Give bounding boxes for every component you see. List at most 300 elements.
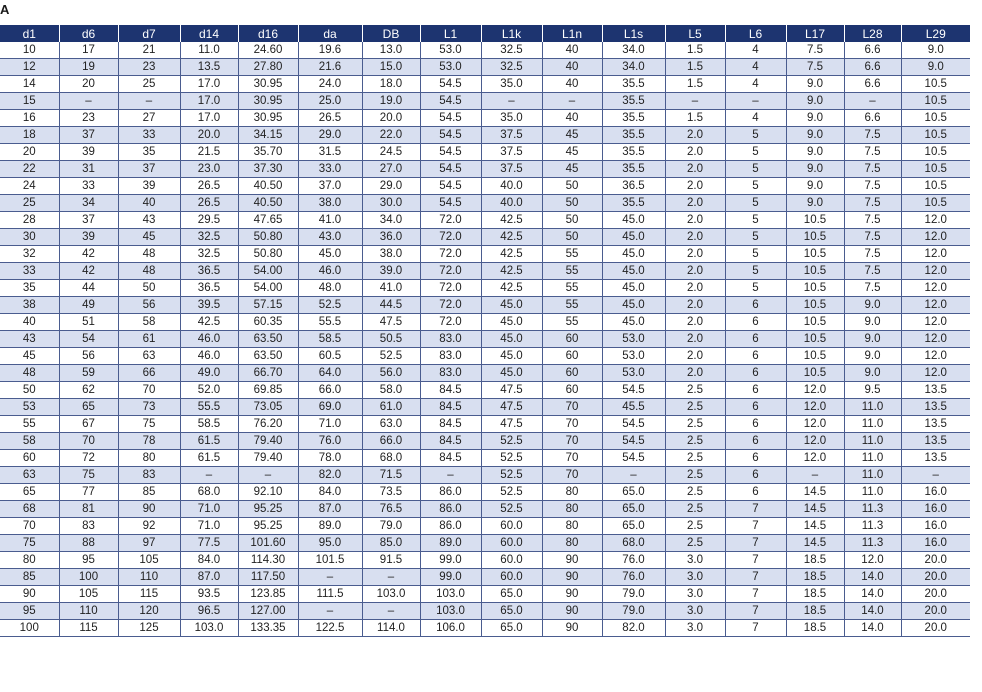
table-cell-l1s: 45.0 — [602, 314, 665, 331]
table-cell-db: 34.0 — [362, 212, 420, 229]
table-cell-d6: 20 — [59, 76, 118, 93]
table-cell-l1n: 40 — [542, 76, 602, 93]
table-cell-d1: 28 — [0, 212, 59, 229]
table-row — [0, 212, 970, 229]
table-cell-l1: 84.5 — [420, 433, 481, 450]
table-cell-l17: 18.5 — [786, 620, 844, 637]
table-cell-l1k: 42.5 — [481, 229, 542, 246]
table-cell-d1: 70 — [0, 518, 59, 535]
table-cell-da: 87.0 — [298, 501, 362, 518]
table-cell-da: 84.0 — [298, 484, 362, 501]
table-cell-l1k: 45.0 — [481, 348, 542, 365]
table-cell-db: 36.0 — [362, 229, 420, 246]
table-cell-l1n: – — [542, 93, 602, 110]
table-cell-d14: 52.0 — [180, 382, 238, 399]
table-cell-d16: 123.85 — [238, 586, 298, 603]
table-cell-l1: 103.0 — [420, 603, 481, 620]
table-cell-l17: 10.5 — [786, 280, 844, 297]
table-cell-l17: 7.5 — [786, 59, 844, 76]
table-cell-l17: – — [786, 467, 844, 484]
table-cell-l17: 10.5 — [786, 246, 844, 263]
table-cell-d6: 81 — [59, 501, 118, 518]
table-cell-d6: 33 — [59, 178, 118, 195]
table-cell-l17: 10.5 — [786, 263, 844, 280]
table-cell-l29: 12.0 — [901, 280, 970, 297]
dimensions-table — [0, 25, 970, 637]
table-cell-d14: 36.5 — [180, 280, 238, 297]
table-cell-d14: 96.5 — [180, 603, 238, 620]
table-row — [0, 161, 970, 178]
table-cell-l28: 7.5 — [844, 178, 901, 195]
table-cell-l1: 53.0 — [420, 42, 481, 59]
table-cell-d14: 93.5 — [180, 586, 238, 603]
table-cell-l1: 54.5 — [420, 127, 481, 144]
table-cell-l1s: 35.5 — [602, 161, 665, 178]
table-row — [0, 501, 970, 518]
table-cell-d6: 54 — [59, 331, 118, 348]
table-row — [0, 178, 970, 195]
table-cell-l5: 3.0 — [665, 552, 725, 569]
table-cell-d6: 37 — [59, 212, 118, 229]
table-cell-db: 19.0 — [362, 93, 420, 110]
table-row — [0, 280, 970, 297]
table-cell-d6: 42 — [59, 263, 118, 280]
table-cell-d14: 39.5 — [180, 297, 238, 314]
table-cell-d1: 50 — [0, 382, 59, 399]
table-cell-d14: 46.0 — [180, 331, 238, 348]
table-cell-da: 71.0 — [298, 416, 362, 433]
table-cell-d1: 40 — [0, 314, 59, 331]
table-cell-db: 58.0 — [362, 382, 420, 399]
table-cell-l1: 53.0 — [420, 59, 481, 76]
table-cell-d1: 12 — [0, 59, 59, 76]
table-cell-l1s: 45.0 — [602, 246, 665, 263]
table-cell-l1n: 90 — [542, 552, 602, 569]
table-row — [0, 569, 970, 586]
table-cell-d7: 90 — [118, 501, 180, 518]
table-cell-l1s: 76.0 — [602, 569, 665, 586]
table-cell-da: 111.5 — [298, 586, 362, 603]
table-cell-da: – — [298, 603, 362, 620]
table-cell-l29: 10.5 — [901, 178, 970, 195]
table-cell-d14: 87.0 — [180, 569, 238, 586]
table-cell-d7: 61 — [118, 331, 180, 348]
table-cell-d14: 26.5 — [180, 195, 238, 212]
table-cell-db: 41.0 — [362, 280, 420, 297]
table-cell-l1k: 45.0 — [481, 314, 542, 331]
table-cell-l1k: 45.0 — [481, 331, 542, 348]
table-cell-l1n: 40 — [542, 42, 602, 59]
table-cell-l5: 2.5 — [665, 518, 725, 535]
table-cell-l29: 10.5 — [901, 161, 970, 178]
table-row — [0, 450, 970, 467]
table-cell-l6: 5 — [725, 161, 786, 178]
table-cell-d1: 25 — [0, 195, 59, 212]
table-cell-d7: 66 — [118, 365, 180, 382]
table-cell-d6: 67 — [59, 416, 118, 433]
table-row — [0, 195, 970, 212]
table-cell-l1s: 54.5 — [602, 416, 665, 433]
table-cell-d14: 17.0 — [180, 76, 238, 93]
table-cell-l5: 2.0 — [665, 195, 725, 212]
table-cell-d1: 60 — [0, 450, 59, 467]
table-cell-l1n: 80 — [542, 484, 602, 501]
table-cell-d7: 37 — [118, 161, 180, 178]
table-cell-l1n: 45 — [542, 144, 602, 161]
table-cell-d1: 65 — [0, 484, 59, 501]
table-cell-d16: 95.25 — [238, 518, 298, 535]
table-cell-l1k: 42.5 — [481, 280, 542, 297]
table-cell-d16: 57.15 — [238, 297, 298, 314]
table-cell-da: 69.0 — [298, 399, 362, 416]
table-cell-l29: – — [901, 467, 970, 484]
table-cell-l17: 10.5 — [786, 365, 844, 382]
table-cell-l29: 9.0 — [901, 59, 970, 76]
table-cell-d1: 35 — [0, 280, 59, 297]
table-cell-l29: 10.5 — [901, 144, 970, 161]
table-cell-d1: 85 — [0, 569, 59, 586]
table-cell-da: 45.0 — [298, 246, 362, 263]
table-cell-db: – — [362, 569, 420, 586]
table-cell-d16: 73.05 — [238, 399, 298, 416]
table-cell-l29: 12.0 — [901, 297, 970, 314]
table-cell-l1: 89.0 — [420, 535, 481, 552]
table-cell-l1s: 35.5 — [602, 144, 665, 161]
table-cell-l5: 2.0 — [665, 314, 725, 331]
table-cell-l29: 20.0 — [901, 552, 970, 569]
table-cell-l1s: 35.5 — [602, 195, 665, 212]
table-cell-l1n: 55 — [542, 297, 602, 314]
table-cell-l1n: 70 — [542, 467, 602, 484]
table-cell-l1k: 42.5 — [481, 246, 542, 263]
table-cell-l6: 6 — [725, 467, 786, 484]
table-cell-l6: 5 — [725, 144, 786, 161]
table-cell-d1: 55 — [0, 416, 59, 433]
table-row — [0, 110, 970, 127]
table-cell-da: 37.0 — [298, 178, 362, 195]
table-cell-l5: 2.5 — [665, 535, 725, 552]
table-cell-l17: 9.0 — [786, 178, 844, 195]
table-cell-l29: 12.0 — [901, 314, 970, 331]
table-cell-l28: 11.3 — [844, 535, 901, 552]
table-cell-l28: 14.0 — [844, 586, 901, 603]
table-cell-l5: 2.0 — [665, 280, 725, 297]
column-header-d7: d7 — [118, 25, 180, 42]
table-cell-l5: 3.0 — [665, 603, 725, 620]
table-cell-d1: 33 — [0, 263, 59, 280]
table-cell-l6: 6 — [725, 365, 786, 382]
table-cell-l17: 12.0 — [786, 433, 844, 450]
table-cell-l17: 10.5 — [786, 314, 844, 331]
table-cell-l17: 14.5 — [786, 535, 844, 552]
table-cell-da: 21.6 — [298, 59, 362, 76]
table-cell-d16: – — [238, 467, 298, 484]
table-cell-l28: 11.0 — [844, 450, 901, 467]
table-cell-l28: 7.5 — [844, 263, 901, 280]
column-header-l17: L17 — [786, 25, 844, 42]
table-cell-l28: 9.0 — [844, 365, 901, 382]
table-cell-l17: 14.5 — [786, 501, 844, 518]
table-cell-l5: 2.5 — [665, 501, 725, 518]
table-cell-db: 30.0 — [362, 195, 420, 212]
column-header-l28: L28 — [844, 25, 901, 42]
table-cell-d16: 37.30 — [238, 161, 298, 178]
table-cell-da: 66.0 — [298, 382, 362, 399]
table-cell-l28: 9.0 — [844, 314, 901, 331]
table-cell-l29: 13.5 — [901, 433, 970, 450]
table-cell-l1n: 50 — [542, 212, 602, 229]
table-cell-db: 50.5 — [362, 331, 420, 348]
table-cell-d14: 46.0 — [180, 348, 238, 365]
table-cell-da: 31.5 — [298, 144, 362, 161]
table-cell-d16: 66.70 — [238, 365, 298, 382]
table-cell-l1s: 65.0 — [602, 518, 665, 535]
table-cell-l29: 12.0 — [901, 331, 970, 348]
column-header-d16: d16 — [238, 25, 298, 42]
table-cell-d7: 115 — [118, 586, 180, 603]
table-row — [0, 399, 970, 416]
table-cell-d1: 30 — [0, 229, 59, 246]
table-row — [0, 620, 970, 637]
table-cell-d6: 75 — [59, 467, 118, 484]
table-cell-d6: 39 — [59, 229, 118, 246]
table-cell-d7: 78 — [118, 433, 180, 450]
table-cell-l1: – — [420, 467, 481, 484]
table-cell-l17: 18.5 — [786, 586, 844, 603]
table-cell-l1n: 90 — [542, 586, 602, 603]
table-cell-l1n: 90 — [542, 603, 602, 620]
column-header-l1k: L1k — [481, 25, 542, 42]
table-cell-l28: 14.0 — [844, 569, 901, 586]
table-cell-d16: 63.50 — [238, 348, 298, 365]
table-cell-d16: 35.70 — [238, 144, 298, 161]
table-cell-d16: 27.80 — [238, 59, 298, 76]
table-cell-l6: 6 — [725, 433, 786, 450]
table-cell-d6: 51 — [59, 314, 118, 331]
table-cell-l1s: 53.0 — [602, 348, 665, 365]
table-cell-l29: 10.5 — [901, 195, 970, 212]
table-cell-da: 55.5 — [298, 314, 362, 331]
table-cell-da: 33.0 — [298, 161, 362, 178]
table-cell-l29: 16.0 — [901, 518, 970, 535]
table-cell-d6: 23 — [59, 110, 118, 127]
column-header-l1: L1 — [420, 25, 481, 42]
table-cell-d6: 39 — [59, 144, 118, 161]
table-cell-d14: 58.5 — [180, 416, 238, 433]
table-cell-l1s: – — [602, 467, 665, 484]
table-cell-l28: 7.5 — [844, 127, 901, 144]
table-cell-l1: 99.0 — [420, 569, 481, 586]
table-cell-da: 19.6 — [298, 42, 362, 59]
column-header-l1s: L1s — [602, 25, 665, 42]
table-cell-l1s: 34.0 — [602, 42, 665, 59]
table-row — [0, 59, 970, 76]
section-label: A — [0, 2, 10, 17]
table-cell-l6: 5 — [725, 195, 786, 212]
table-cell-l1n: 90 — [542, 569, 602, 586]
table-cell-d14: 11.0 — [180, 42, 238, 59]
column-header-d1: d1 — [0, 25, 59, 42]
table-cell-l1k: 47.5 — [481, 399, 542, 416]
table-cell-d16: 54.00 — [238, 263, 298, 280]
table-row — [0, 42, 970, 59]
table-cell-l5: 3.0 — [665, 586, 725, 603]
table-cell-db: – — [362, 603, 420, 620]
table-cell-l1k: 60.0 — [481, 535, 542, 552]
table-cell-l17: 10.5 — [786, 229, 844, 246]
table-cell-d16: 54.00 — [238, 280, 298, 297]
table-cell-l6: 6 — [725, 484, 786, 501]
table-row — [0, 518, 970, 535]
table-cell-l1s: 35.5 — [602, 93, 665, 110]
table-cell-l1: 54.5 — [420, 93, 481, 110]
table-cell-d16: 24.60 — [238, 42, 298, 59]
table-cell-l29: 16.0 — [901, 484, 970, 501]
table-cell-l5: 2.5 — [665, 450, 725, 467]
table-cell-d7: 63 — [118, 348, 180, 365]
table-cell-l5: 2.5 — [665, 416, 725, 433]
table-cell-d14: – — [180, 467, 238, 484]
table-cell-l1s: 54.5 — [602, 433, 665, 450]
table-cell-l1s: 65.0 — [602, 484, 665, 501]
table-row — [0, 467, 970, 484]
table-cell-d6: – — [59, 93, 118, 110]
table-cell-l28: 6.6 — [844, 59, 901, 76]
table-row — [0, 229, 970, 246]
table-cell-d1: 58 — [0, 433, 59, 450]
table-cell-db: 79.0 — [362, 518, 420, 535]
table-cell-l28: 6.6 — [844, 110, 901, 127]
table-cell-l17: 12.0 — [786, 450, 844, 467]
table-cell-d7: 45 — [118, 229, 180, 246]
table-cell-l29: 20.0 — [901, 569, 970, 586]
table-cell-l1: 54.5 — [420, 161, 481, 178]
table-cell-d1: 63 — [0, 467, 59, 484]
table-cell-l29: 13.5 — [901, 450, 970, 467]
table-cell-d6: 56 — [59, 348, 118, 365]
table-cell-l17: 9.0 — [786, 93, 844, 110]
table-cell-l1: 106.0 — [420, 620, 481, 637]
table-cell-d14: 49.0 — [180, 365, 238, 382]
table-cell-da: 26.5 — [298, 110, 362, 127]
table-cell-l5: 2.0 — [665, 229, 725, 246]
table-cell-da: 25.0 — [298, 93, 362, 110]
table-row — [0, 314, 970, 331]
table-cell-d16: 95.25 — [238, 501, 298, 518]
table-cell-d7: 40 — [118, 195, 180, 212]
table-cell-d14: 20.0 — [180, 127, 238, 144]
table-cell-l1s: 68.0 — [602, 535, 665, 552]
table-cell-l17: 9.0 — [786, 110, 844, 127]
table-cell-d1: 14 — [0, 76, 59, 93]
table-cell-d14: 29.5 — [180, 212, 238, 229]
table-cell-l29: 16.0 — [901, 501, 970, 518]
table-cell-l1s: 45.5 — [602, 399, 665, 416]
table-cell-l29: 20.0 — [901, 586, 970, 603]
table-cell-l28: 11.0 — [844, 416, 901, 433]
table-cell-l1: 54.5 — [420, 178, 481, 195]
table-cell-l28: 7.5 — [844, 229, 901, 246]
table-cell-l1n: 60 — [542, 348, 602, 365]
table-cell-d6: 77 — [59, 484, 118, 501]
table-cell-l1: 84.5 — [420, 416, 481, 433]
table-cell-d14: 26.5 — [180, 178, 238, 195]
table-cell-da: 101.5 — [298, 552, 362, 569]
table-cell-l6: 5 — [725, 246, 786, 263]
table-row — [0, 348, 970, 365]
table-cell-l29: 13.5 — [901, 399, 970, 416]
table-cell-l1k: 40.0 — [481, 178, 542, 195]
table-cell-db: 91.5 — [362, 552, 420, 569]
table-cell-db: 39.0 — [362, 263, 420, 280]
table-cell-d14: 23.0 — [180, 161, 238, 178]
table-cell-l28: 11.0 — [844, 433, 901, 450]
table-cell-l28: 11.0 — [844, 399, 901, 416]
table-cell-d16: 30.95 — [238, 93, 298, 110]
table-cell-d6: 62 — [59, 382, 118, 399]
table-cell-d6: 42 — [59, 246, 118, 263]
table-header-row — [0, 25, 970, 42]
table-cell-d16: 50.80 — [238, 246, 298, 263]
table-cell-d1: 15 — [0, 93, 59, 110]
table-cell-l6: 5 — [725, 280, 786, 297]
table-cell-l5: 2.0 — [665, 212, 725, 229]
table-cell-l1k: 35.0 — [481, 76, 542, 93]
table-cell-l5: 1.5 — [665, 59, 725, 76]
table-cell-d14: 71.0 — [180, 501, 238, 518]
table-cell-l1k: 52.5 — [481, 484, 542, 501]
table-cell-l1n: 80 — [542, 518, 602, 535]
column-header-d14: d14 — [180, 25, 238, 42]
table-cell-l1k: 37.5 — [481, 161, 542, 178]
table-cell-d6: 65 — [59, 399, 118, 416]
table-cell-l17: 14.5 — [786, 518, 844, 535]
table-cell-l17: 9.0 — [786, 127, 844, 144]
table-cell-db: 73.5 — [362, 484, 420, 501]
table-cell-l1: 72.0 — [420, 314, 481, 331]
table-row — [0, 297, 970, 314]
table-cell-l6: 7 — [725, 552, 786, 569]
table-cell-d6: 37 — [59, 127, 118, 144]
table-cell-l6: 5 — [725, 127, 786, 144]
table-cell-l1: 103.0 — [420, 586, 481, 603]
table-cell-d1: 100 — [0, 620, 59, 637]
table-cell-l1s: 76.0 — [602, 552, 665, 569]
table-cell-db: 52.5 — [362, 348, 420, 365]
table-cell-db: 29.0 — [362, 178, 420, 195]
table-cell-l5: 2.0 — [665, 127, 725, 144]
table-cell-l1n: 70 — [542, 450, 602, 467]
table-row — [0, 382, 970, 399]
table-cell-l1: 72.0 — [420, 246, 481, 263]
column-header-l6: L6 — [725, 25, 786, 42]
table-cell-l6: 6 — [725, 399, 786, 416]
table-cell-l6: 4 — [725, 76, 786, 93]
table-cell-l1s: 35.5 — [602, 110, 665, 127]
table-cell-d14: 42.5 — [180, 314, 238, 331]
table-cell-l6: 6 — [725, 297, 786, 314]
table-cell-d6: 44 — [59, 280, 118, 297]
table-cell-l6: – — [725, 93, 786, 110]
table-cell-l1s: 36.5 — [602, 178, 665, 195]
table-cell-l6: 7 — [725, 586, 786, 603]
table-cell-d6: 88 — [59, 535, 118, 552]
table-cell-l1s: 45.0 — [602, 263, 665, 280]
table-cell-l1: 86.0 — [420, 501, 481, 518]
table-cell-l1s: 79.0 — [602, 586, 665, 603]
table-cell-l1: 72.0 — [420, 229, 481, 246]
table-cell-da: 95.0 — [298, 535, 362, 552]
